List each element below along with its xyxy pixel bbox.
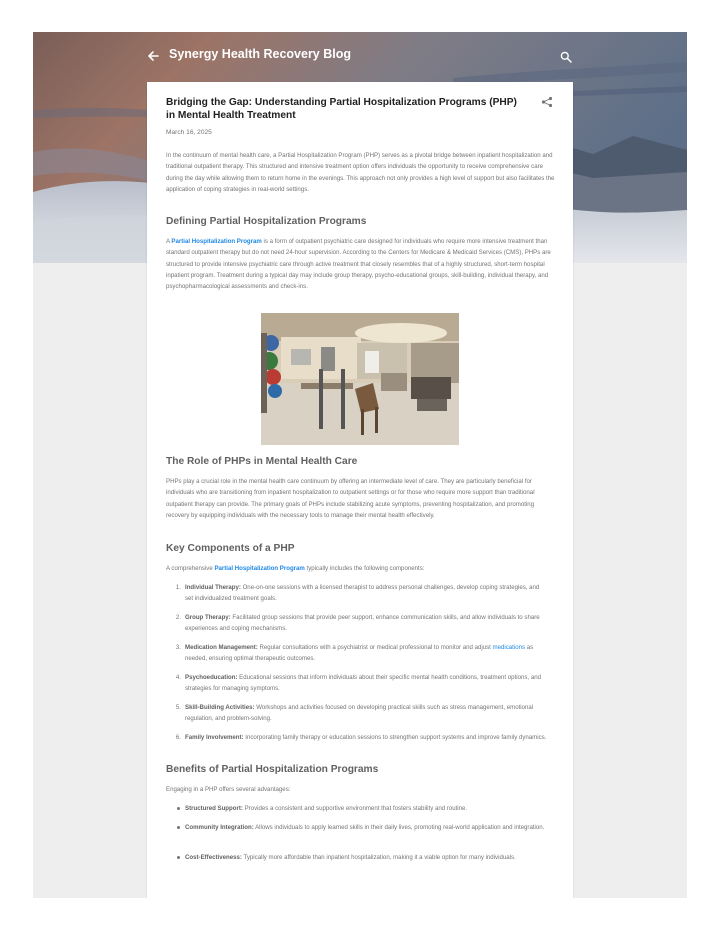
section-heading-components: Key Components of a PHP <box>166 543 295 554</box>
item-text: Typically more affordable than inpatient hospitalization, making it a viable option for many individuals. <box>241 854 516 861</box>
role-paragraph: PHPs play a crucial role in the mental health care continuum by offering an intermediate level of care. They are particularly beneficial for individuals who are transitioning from inpatient hospitalization to outpatient settings or for those who require more support than traditional outpatient therapy can provide. The primary goals of PHPs include stabilizing acute symptoms, preventing hospitalization, and promoting recovery by equipping individuals with the necessary tools to manage their mental health effectively. <box>166 478 535 519</box>
section-heading-role: The Role of PHPs in Mental Health Care <box>166 456 358 467</box>
bullet <box>177 807 180 810</box>
list-text <box>185 702 547 725</box>
blog-title[interactable]: Synergy Health Recovery Blog <box>169 47 352 61</box>
components-text-pre: A comprehensive <box>166 565 215 572</box>
defining-text-post: is a form of outpatient psychiatric care designed for individuals who require more intensive treatment than standard outpatient therapy but do not need 24-hour supervision. According to the Centers for Medicare & Medicaid Services (CMS), PHPs are structured to provide intensive psychiatric care through active treatment that closely resembles that of a highly structured, short-term hospital inpatient program. Treatment during a typical day may include group therapy, psycho-educational groups, skill-building, individual therapy, and psychopharmacological assessments and check-ins. <box>166 238 551 291</box>
share-icon[interactable] <box>541 96 553 108</box>
post-card <box>147 82 573 898</box>
item-text-2: as needed, ensuring optimal therapeutic outcomes. <box>185 644 534 663</box>
section-heading-defining: Defining Partial Hospitalization Programs <box>166 216 367 227</box>
item-label: Cost-Effectiveness: <box>185 854 242 861</box>
item-label: Psychoeducation: <box>185 674 238 681</box>
item-label: Skill-Building Activities: <box>185 704 255 711</box>
list-text <box>185 732 547 743</box>
item-text: Educational sessions that inform individuals about their specific mental health conditions, treatment options, and strategies for managing symptoms. <box>185 674 541 693</box>
facility-photo-graphic <box>261 313 459 445</box>
item-label: Community Integration: <box>185 824 254 831</box>
section-heading-benefits: Benefits of Partial Hospitalization Programs <box>166 764 379 775</box>
intro-paragraph: In the continuum of mental health care, a Partial Hospitalization Program (PHP) serves as a pivotal bridge between inpatient hospitalization and traditional outpatient therapy. This structured and intensive treatment option offers individuals the opportunity to receive comprehensive care during the day while allowing them to return home in the evenings. This approach not only provides a high level of support but also facilitates the application of coping strategies in real-world settings. <box>166 152 555 193</box>
list-number: 6. <box>175 734 181 741</box>
php-link[interactable]: Partial Hospitalization Program <box>171 238 262 245</box>
item-label: Structured Support: <box>185 805 243 812</box>
list-number: 4. <box>175 674 181 681</box>
components-intro <box>166 563 556 574</box>
search-icon[interactable] <box>560 51 572 63</box>
components-text-post: typically includes the following components: <box>304 565 425 572</box>
item-label: Individual Therapy: <box>185 584 241 591</box>
page-frame <box>33 32 687 898</box>
post-date: March 16, 2025 <box>166 129 212 136</box>
php-link-2[interactable]: Partial Hospitalization Program <box>214 565 305 572</box>
facility-photo <box>261 313 459 445</box>
item-text: Allows individuals to apply learned skills in their daily lives, promoting real-world application and integration. <box>253 824 545 831</box>
item-label: Family Involvement: <box>185 734 244 741</box>
item-text: One-on-one sessions with a licensed therapist to address personal challenges, develop coping strategies, and set individualized treatment goals. <box>185 584 540 603</box>
list-text <box>185 822 547 833</box>
list-number: 3. <box>175 644 181 651</box>
list-number: 5. <box>175 704 181 711</box>
list-text <box>185 612 547 635</box>
defining-paragraph <box>166 236 556 292</box>
item-text: Provides a consistent and supportive environment that fosters stability and routine. <box>242 805 468 812</box>
top-bar <box>33 32 687 80</box>
defining-text-pre: A <box>166 238 172 245</box>
item-text: Regular consultations with a psychiatrist or medical professional to monitor and adjust <box>257 644 493 651</box>
list-text <box>185 582 547 605</box>
item-label: Medication Management: <box>185 644 258 651</box>
bullet <box>177 826 180 829</box>
list-number: 1. <box>175 584 181 591</box>
list-text <box>185 672 547 695</box>
benefits-intro: Engaging in a PHP offers several advantages: <box>166 786 291 793</box>
back-arrow-icon[interactable] <box>145 48 161 64</box>
list-number: 2. <box>175 614 181 621</box>
list-text <box>185 642 547 665</box>
bullet <box>177 856 180 859</box>
item-text: Facilitated group sessions that provide peer support, enhance communication skills, and allow individuals to share experiences and coping mechanisms. <box>185 614 540 633</box>
item-label: Group Therapy: <box>185 614 231 621</box>
medications-link[interactable]: medications <box>492 644 526 651</box>
list-text <box>185 803 547 814</box>
post-title: Bridging the Gap: Understanding Partial Hospitalization Programs (PHP) in Mental Health Treatment <box>166 97 517 121</box>
list-text <box>185 852 547 863</box>
item-text: Workshops and activities focused on developing practical skills such as stress management, emotional regulation, and problem-solving. <box>185 704 534 723</box>
item-text: Incorporating family therapy or education sessions to strengthen support systems and improve family dynamics. <box>243 734 547 741</box>
